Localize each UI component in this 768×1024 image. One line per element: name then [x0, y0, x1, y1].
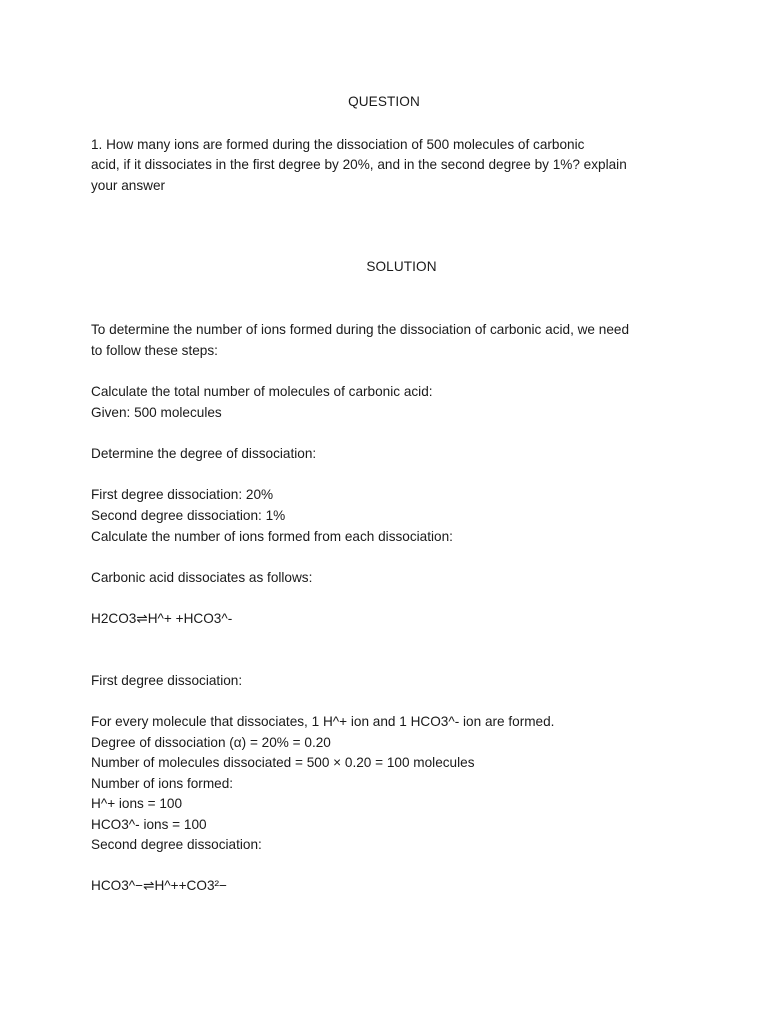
equation-1: H2CO3⇌H^+ +HCO3^-	[91, 611, 233, 626]
dissociates-as-line: Carbonic acid dissociates as follows:	[91, 570, 313, 585]
first-degree-heading: First degree dissociation:	[91, 673, 243, 688]
first-degree-line-6: HCO3^- ions = 100	[91, 817, 207, 832]
step1-line-2: Given: 500 molecules	[91, 405, 222, 420]
equation-2: HCO3^−⇌H^++CO3²−	[91, 878, 227, 893]
degree-line-1: First degree dissociation: 20%	[91, 487, 274, 502]
question-line-2: acid, if it dissociates in the first degree by 20%, and in the second degree by 1%? explain	[91, 157, 627, 172]
first-degree-line-5: H^+ ions = 100	[91, 796, 183, 811]
question-heading: QUESTION	[348, 94, 420, 109]
first-degree-line-1: For every molecule that dissociates, 1 H^+ ion and 1 HCO3^- ion are formed.	[91, 714, 555, 729]
step2-line: Determine the degree of dissociation:	[91, 446, 317, 461]
degree-line-2: Second degree dissociation: 1%	[91, 508, 286, 523]
intro-line-1: To determine the number of ions formed during the dissociation of carbonic acid, we need	[91, 322, 630, 337]
step1-line-1: Calculate the total number of molecules of carbonic acid:	[91, 384, 433, 399]
solution-heading: SOLUTION	[366, 259, 437, 274]
degree-line-3: Calculate the number of ions formed from each dissociation:	[91, 529, 453, 544]
first-degree-line-2: Degree of dissociation (α) = 20% = 0.20	[91, 735, 331, 750]
question-line-1: 1. How many ions are formed during the dissociation of 500 molecules of carbonic	[91, 137, 585, 152]
intro-line-2: to follow these steps:	[91, 343, 218, 358]
first-degree-line-7: Second degree dissociation:	[91, 837, 262, 852]
question-line-3: your answer	[91, 178, 166, 193]
first-degree-line-4: Number of ions formed:	[91, 776, 234, 791]
first-degree-line-3: Number of molecules dissociated = 500 × 0.20 = 100 molecules	[91, 755, 475, 770]
